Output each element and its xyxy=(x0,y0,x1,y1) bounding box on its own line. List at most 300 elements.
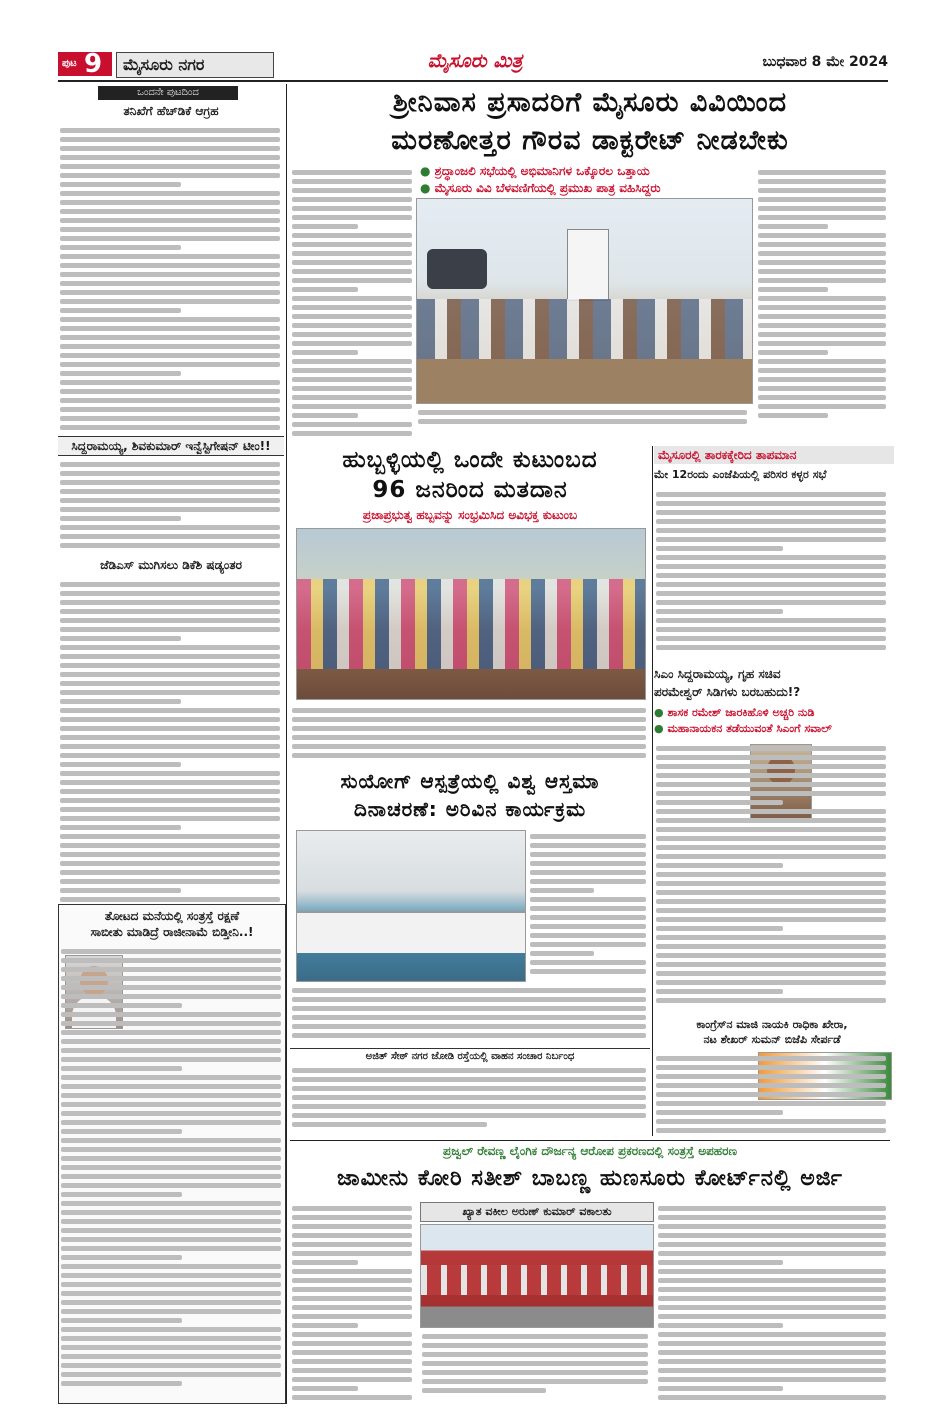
text-line xyxy=(292,1332,412,1337)
text-line xyxy=(656,935,886,940)
text-line xyxy=(292,1233,412,1238)
text-line xyxy=(658,1206,886,1211)
text-line xyxy=(656,863,783,868)
text-line xyxy=(292,251,412,256)
text-line xyxy=(656,854,886,859)
text-line xyxy=(60,861,280,866)
text-line xyxy=(60,128,280,133)
text-line xyxy=(658,1341,886,1346)
text-line xyxy=(656,510,886,515)
text-line xyxy=(60,618,280,623)
heat-body xyxy=(654,488,890,658)
text-line xyxy=(292,395,412,400)
text-line xyxy=(60,254,280,259)
text-line xyxy=(60,744,280,749)
court-building-photo xyxy=(420,1224,654,1328)
text-line xyxy=(656,582,886,587)
text-line xyxy=(656,573,886,578)
text-line xyxy=(61,1066,182,1071)
text-line xyxy=(292,1006,646,1011)
text-line xyxy=(292,1104,646,1109)
text-line xyxy=(60,834,280,839)
bottom-col-left xyxy=(290,1202,416,1402)
text-line xyxy=(60,425,280,430)
text-line xyxy=(60,290,280,295)
text-line xyxy=(758,359,886,364)
text-line xyxy=(758,350,828,355)
photo-caption-box: ಖ್ಯಾತ ವಕೀಲ ಅರುಣ್ ಕುಮಾರ್ ವಕಾಲತು xyxy=(420,1202,654,1222)
text-line xyxy=(530,960,646,965)
text-line xyxy=(61,1363,281,1368)
text-line xyxy=(656,519,886,524)
text-line xyxy=(658,1233,886,1238)
text-line xyxy=(292,988,646,993)
text-line xyxy=(656,591,886,596)
rebuttal-body xyxy=(59,945,285,1395)
text-line xyxy=(658,1377,886,1382)
text-line xyxy=(758,296,886,301)
text-line xyxy=(61,1003,182,1008)
text-line xyxy=(656,998,886,1003)
text-line xyxy=(61,1030,281,1035)
cm-headline-2: ಪರಮೇಶ್ವರ್ ಸಿಡಿಗಳು ಬರಬಹುದು!? xyxy=(654,685,801,699)
lead-subhead-2: ● ಮೈಸೂರು ವಿವಿ ಬೆಳವಣಿಗೆಯಲ್ಲಿ ಪ್ರಮುಖ ಪಾತ್ರ ವಹಿಸಿದ್ದರು xyxy=(420,181,661,195)
text-line xyxy=(658,1305,886,1310)
text-line xyxy=(292,215,412,220)
text-line xyxy=(60,798,280,803)
bottom-story xyxy=(290,1142,890,1404)
text-line xyxy=(656,827,886,832)
text-line xyxy=(292,753,646,758)
family-voters-photo xyxy=(296,528,646,700)
lead-subhead-2-text: ಮೈಸೂರು ವಿವಿ ಬೆಳವಣಿಗೆಯಲ್ಲಿ ಪ್ರಮುಖ ಪಾತ್ರ ವಹಿಸಿದ್ದರು xyxy=(434,181,661,195)
hubballi-headline-1: ಹುಬ್ಬಳ್ಳಿಯಲ್ಲಿ ಒಂದೇ ಕುಟುಂಬದ xyxy=(342,447,598,473)
lead-headline-1: ಶ್ರೀನಿವಾಸ ಪ್ರಸಾದರಿಗೆ ಮೈಸೂರು ವಿವಿಯಿಂದ xyxy=(392,87,788,118)
text-line xyxy=(530,924,646,929)
text-line xyxy=(61,1345,281,1350)
text-line xyxy=(658,1269,886,1274)
text-line xyxy=(658,1323,783,1328)
page-label: ಪುಟ xyxy=(62,58,77,69)
text-line xyxy=(530,870,646,875)
text-line xyxy=(292,341,412,346)
text-line xyxy=(656,1110,783,1115)
text-line xyxy=(530,897,646,902)
cm-bullet-1-text: ಶಾಸಕ ರಮೇಶ್ ಜಾರಕಿಹೊಳಿ ಅಚ್ಚರಿ ನುಡಿ xyxy=(667,706,815,719)
bottom-headline: ಜಾಮೀನು ಕೋರಿ ಸತೀಶ್ ಬಾಬಣ್ಣ ಹುಣಸೂರು ಕೋರ್ಟ್‌ನಲ್ಲಿ ಅರ್ಜಿ xyxy=(337,1166,843,1191)
text-line xyxy=(60,690,280,695)
text-line xyxy=(60,498,280,503)
text-line xyxy=(60,281,280,286)
text-line xyxy=(292,350,358,355)
text-line xyxy=(61,1183,281,1188)
text-line xyxy=(60,645,280,650)
text-line xyxy=(60,888,181,893)
text-line xyxy=(656,600,886,605)
radhika-body xyxy=(654,1052,890,1136)
text-line xyxy=(656,890,886,895)
text-line xyxy=(292,404,412,409)
text-line xyxy=(530,834,646,839)
text-line xyxy=(656,899,886,904)
text-line xyxy=(758,260,886,265)
text-line xyxy=(292,1215,412,1220)
text-line xyxy=(422,1334,648,1339)
text-line xyxy=(530,879,646,884)
text-line xyxy=(61,1246,281,1251)
lead-story xyxy=(290,84,890,444)
text-line xyxy=(61,1129,182,1134)
text-line xyxy=(658,1350,886,1355)
text-line xyxy=(61,1138,281,1143)
text-line xyxy=(60,636,181,641)
text-line xyxy=(61,1102,281,1107)
text-line xyxy=(60,771,280,776)
text-line xyxy=(61,1237,281,1242)
bottom-kicker: ಪ್ರಜ್ವಲ್ ರೇವಣ್ಣ ಲೈಂಗಿಕ ದೌರ್ಜನ್ಯ ಆರೋಪ ಪ್ರಕರಣದಲ್ಲಿ ಸಂತ್ರಸ್ತೆ ಅಪಹರಣ xyxy=(443,1144,737,1158)
lead-subhead-1: ● ಶ್ರದ್ಧಾಂಜಲಿ ಸಭೆಯಲ್ಲಿ ಅಭಿಮಾನಿಗಳ ಒಕ್ಕೊರಲ ಒತ್ತಾಯ xyxy=(420,164,650,178)
story2-title: ಸಿದ್ದರಾಮಯ್ಯ, ಶಿವಕುಮಾರ್ ಇನ್ವೆಸ್ಟಿಗೇಷನ್ ಟೀಂ!! xyxy=(58,436,284,456)
text-line xyxy=(292,1269,412,1274)
text-line xyxy=(60,245,181,250)
text-line xyxy=(758,332,886,337)
tribute-meeting-photo xyxy=(416,198,753,404)
text-line xyxy=(292,170,412,175)
text-line xyxy=(656,980,886,985)
text-line xyxy=(758,314,886,319)
text-line xyxy=(292,413,358,418)
text-line xyxy=(656,609,783,614)
text-line xyxy=(61,1318,182,1323)
text-line xyxy=(656,1083,886,1088)
text-line xyxy=(658,1260,783,1265)
story1-body xyxy=(58,124,284,434)
text-line xyxy=(656,791,886,796)
hospital-event-photo xyxy=(296,830,526,982)
text-line xyxy=(60,137,280,142)
text-line xyxy=(758,305,886,310)
text-line xyxy=(61,1147,281,1152)
column-divider-right xyxy=(652,446,653,1136)
text-line xyxy=(656,953,886,958)
text-line xyxy=(60,753,280,758)
text-line xyxy=(530,906,646,911)
text-line xyxy=(656,1092,886,1097)
bottom-col-right xyxy=(656,1202,890,1402)
text-line xyxy=(422,1379,648,1384)
text-line xyxy=(61,1273,281,1278)
text-line xyxy=(658,1395,886,1400)
text-line xyxy=(292,233,412,238)
text-line xyxy=(758,404,886,409)
text-line xyxy=(758,413,828,418)
text-line xyxy=(292,332,412,337)
text-line xyxy=(61,1111,281,1116)
text-line xyxy=(60,353,280,358)
text-line xyxy=(292,997,646,1002)
text-line xyxy=(422,1361,648,1366)
text-line xyxy=(61,1309,281,1314)
text-line xyxy=(60,200,280,205)
text-line xyxy=(656,836,886,841)
heat-subhead: ಮೇ 12ರಂದು ಎಂಜೆಪಿಯಲ್ಲಿ ಪರಿಸರ ಕಳ್ಳರ ಸಭೆ xyxy=(654,468,827,481)
text-line xyxy=(292,431,412,436)
text-line xyxy=(656,818,886,823)
text-line xyxy=(61,1255,182,1260)
text-line xyxy=(61,1174,281,1179)
text-line xyxy=(758,377,886,382)
text-line xyxy=(530,861,646,866)
text-line xyxy=(60,489,280,494)
text-line xyxy=(61,1210,281,1215)
text-line xyxy=(656,971,886,976)
text-line xyxy=(61,1282,281,1287)
text-line xyxy=(60,870,280,875)
text-line xyxy=(60,663,280,668)
bottom-story-rule xyxy=(290,1140,890,1141)
text-line xyxy=(656,800,783,805)
text-line xyxy=(292,1287,412,1292)
text-line xyxy=(658,1224,886,1229)
text-line xyxy=(61,1381,182,1386)
text-line xyxy=(292,323,412,328)
text-line xyxy=(61,949,281,954)
text-line xyxy=(292,1341,412,1346)
text-line xyxy=(61,1336,281,1341)
text-line xyxy=(656,546,783,551)
suyog-headline-2: ದಿನಾಚರಣೆ: ಅರಿವಿನ ಕಾರ್ಯಕ್ರಮ xyxy=(353,797,587,821)
text-line xyxy=(292,242,412,247)
text-line xyxy=(60,272,280,277)
text-line xyxy=(60,371,181,376)
text-line xyxy=(61,1093,281,1098)
text-line xyxy=(292,1359,412,1364)
text-line xyxy=(658,1296,886,1301)
text-line xyxy=(656,908,886,913)
left-column xyxy=(58,86,284,1404)
text-line xyxy=(60,807,280,812)
text-line xyxy=(60,654,280,659)
text-line xyxy=(61,1354,281,1359)
text-line xyxy=(292,708,646,713)
text-line xyxy=(530,951,594,956)
text-line xyxy=(656,809,886,814)
text-line xyxy=(758,179,886,184)
text-line xyxy=(60,672,280,677)
text-line xyxy=(60,389,280,394)
text-line xyxy=(60,762,181,767)
text-line xyxy=(292,1224,412,1229)
text-line xyxy=(61,1300,281,1305)
text-line xyxy=(656,917,886,922)
text-line xyxy=(61,1156,281,1161)
text-line xyxy=(656,755,886,760)
text-line xyxy=(758,206,886,211)
cm-story xyxy=(654,666,890,1016)
text-line xyxy=(61,1165,281,1170)
rebuttal-box xyxy=(58,904,286,1404)
text-line xyxy=(656,773,886,778)
text-line xyxy=(656,492,886,497)
ajith-body xyxy=(290,1064,650,1134)
text-line xyxy=(530,915,646,920)
text-line xyxy=(292,1377,412,1382)
ajith-title: ಅಜಿತ್ ಸೇಠ್ ನಗರ ಜೋಡಿ ರಸ್ತೆಯಲ್ಲಿ ವಾಹನ ಸಂಚಾರ ನಿರ್ಬಂಧ xyxy=(290,1048,650,1062)
text-line xyxy=(61,1372,281,1377)
text-line xyxy=(60,507,280,512)
text-line xyxy=(656,1074,886,1079)
text-line xyxy=(422,1352,648,1357)
text-line xyxy=(292,377,412,382)
text-line xyxy=(758,242,886,247)
text-line xyxy=(292,1395,412,1400)
text-line xyxy=(292,224,358,229)
text-line xyxy=(292,1296,412,1301)
text-line xyxy=(60,380,280,385)
text-line xyxy=(60,681,280,686)
radhika-headline-2: ನಟ ಶೇಖರ್ ಸುಮನ್ ಬಿಜೆಪಿ ಸೇರ್ಪಡೆ xyxy=(703,1033,841,1046)
text-line xyxy=(418,410,747,415)
suyog-headline-1: ಸುಯೋಗ್ ಆಸ್ಪತ್ರೆಯಲ್ಲಿ ವಿಶ್ವ ಆಸ್ತಮಾ xyxy=(340,769,600,793)
lead-col-left xyxy=(290,166,416,444)
text-line xyxy=(60,582,280,587)
text-line xyxy=(758,368,886,373)
text-line xyxy=(292,726,646,731)
continuation-label: ಒಂದನೇ ಪುಟದಿಂದ xyxy=(98,86,238,100)
text-line xyxy=(656,1119,886,1124)
text-line xyxy=(292,422,412,427)
text-line xyxy=(530,933,646,938)
text-line xyxy=(656,944,886,949)
text-line xyxy=(60,852,280,857)
text-line xyxy=(292,197,412,202)
text-line xyxy=(758,386,886,391)
story3-title: ಜೆಡಿಎಸ್ ಮುಗಿಸಲು ಡಿಕೆಶಿ ಷಡ್ಯಂತರ xyxy=(100,558,242,572)
text-line xyxy=(60,735,280,740)
text-line xyxy=(60,173,280,178)
text-line xyxy=(758,395,886,400)
text-line xyxy=(60,726,280,731)
text-line xyxy=(61,1039,281,1044)
text-line xyxy=(61,1057,281,1062)
text-line xyxy=(656,627,886,632)
text-line xyxy=(60,308,181,313)
text-line xyxy=(292,278,412,283)
text-line xyxy=(61,1264,281,1269)
text-line xyxy=(60,525,280,530)
text-line xyxy=(656,636,886,641)
text-line xyxy=(292,269,412,274)
text-line xyxy=(292,1015,646,1020)
text-line xyxy=(292,1260,358,1265)
text-line xyxy=(292,1095,646,1100)
text-line xyxy=(60,897,280,902)
text-line xyxy=(61,1012,281,1017)
text-line xyxy=(61,976,281,981)
issue-date: ಬುಧವಾರ 8 ಮೇ 2024 xyxy=(762,54,888,70)
text-line xyxy=(292,1113,646,1118)
text-line xyxy=(656,501,886,506)
cm-headline-1: ಸಿಎಂ ಸಿದ್ದರಾಮಯ್ಯ, ಗೃಹ ಸಚಿವ xyxy=(654,667,781,681)
text-line xyxy=(60,335,280,340)
text-line xyxy=(60,471,280,476)
text-line xyxy=(60,155,280,160)
cm-bullet-2: ● ಮಹಾನಾಯಕನ ತಡೆಯುವಂತೆ ಸಿಎಂಗೆ ಸವಾಲ್ xyxy=(654,722,832,735)
masthead-rule xyxy=(58,80,888,82)
text-line xyxy=(656,528,886,533)
text-line xyxy=(292,1122,487,1127)
text-line xyxy=(656,845,886,850)
text-line xyxy=(758,170,886,175)
text-line xyxy=(758,278,886,283)
text-line xyxy=(656,537,886,542)
text-line xyxy=(758,341,886,346)
radhika-story xyxy=(654,1018,890,1138)
text-line xyxy=(60,146,280,151)
text-line xyxy=(292,179,412,184)
text-line xyxy=(61,1120,281,1125)
text-line xyxy=(292,1024,646,1029)
text-line xyxy=(758,251,886,256)
text-line xyxy=(60,209,280,214)
text-line xyxy=(292,1350,412,1355)
text-line xyxy=(292,744,646,749)
text-line xyxy=(758,215,886,220)
text-line xyxy=(292,1314,412,1319)
text-line xyxy=(60,407,280,412)
text-line xyxy=(658,1368,886,1373)
heat-story xyxy=(654,446,890,662)
text-line xyxy=(60,462,280,467)
text-line xyxy=(61,1219,281,1224)
text-line xyxy=(292,305,412,310)
text-line xyxy=(530,852,646,857)
text-line xyxy=(60,362,280,367)
text-line xyxy=(658,1215,886,1220)
text-line xyxy=(60,843,280,848)
text-line xyxy=(656,1065,886,1070)
rebuttal-title-2: ಸಾಬೀತು ಮಾಡಿದ್ರೆ ರಾಜೀನಾಮೆ ಬಿಡ್ತೀನಿ..! xyxy=(90,925,254,939)
text-line xyxy=(61,1201,281,1206)
cm-bullet-2-text: ಮಹಾನಾಯಕನ ತಡೆಯುವಂತೆ ಸಿಎಂಗೆ ಸವಾಲ್ xyxy=(667,722,832,735)
text-line xyxy=(292,735,646,740)
text-line xyxy=(60,627,280,632)
heat-headline: ಮೈಸೂರಲ್ಲಿ ತಾರಕಕ್ಕೇರಿದ ತಾಪಮಾನ xyxy=(654,446,894,464)
text-line xyxy=(60,816,280,821)
text-line xyxy=(292,1386,358,1391)
hubballi-story xyxy=(290,446,650,764)
text-line xyxy=(60,227,280,232)
text-line xyxy=(60,543,280,548)
text-line xyxy=(292,1323,358,1328)
text-line xyxy=(60,326,280,331)
text-line xyxy=(61,967,281,972)
text-line xyxy=(60,263,280,268)
text-line xyxy=(60,534,280,539)
suyog-body xyxy=(290,984,650,1046)
section-title: ಮೈಸೂರು ನಗರ xyxy=(116,52,274,78)
hubballi-body xyxy=(290,704,650,764)
text-line xyxy=(60,317,280,322)
text-line xyxy=(656,1101,886,1106)
text-line xyxy=(60,164,280,169)
text-line xyxy=(658,1332,886,1337)
text-line xyxy=(758,188,886,193)
text-line xyxy=(656,555,886,560)
text-line xyxy=(60,299,280,304)
rebuttal-title-1: ತೋಟದ ಮನೆಯಲ್ಲಿ ಸಂತ್ರಸ್ತೆ ರಕ್ಷಣೆ xyxy=(104,909,240,923)
text-line xyxy=(292,206,412,211)
